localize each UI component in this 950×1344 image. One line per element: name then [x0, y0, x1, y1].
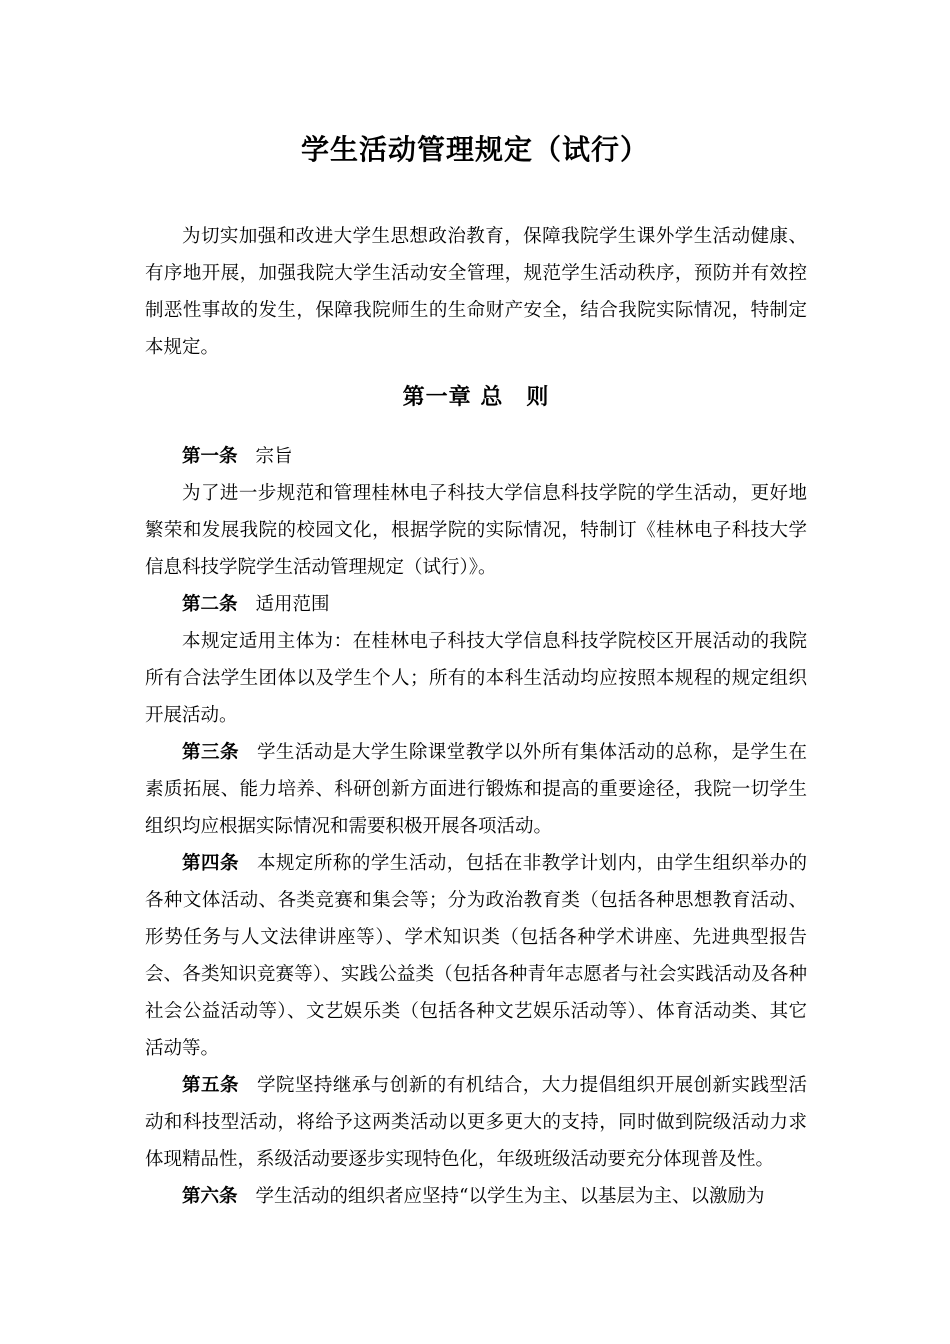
article-4-text: 本规定所称的学生活动，包括在非教学计划内，由学生组织举办的各种文体活动、各类竞赛和集会等；分为政治教育类（包括各种思想教育活动、形势任务与人文法律讲座等）、学术知识类（包括各种学术讲座、先进典型报告会、各类知识竞赛等）、实践公益类（包括各种青年志愿者与社会实践活动及各种社会公益活动等）、文艺娱乐类（包括各种文艺娱乐活动等）、体育活动类、其它活动等。 [145, 853, 807, 1059]
intro-paragraph: 为切实加强和改进大学生思想政治教育，保障我院学生课外学生活动健康、有序地开展，加强我院大学生活动安全管理，规范学生活动秩序，预防并有效控制恶性事故的发生，保障我院师生的生命财产安全，结合我院实际情况，特制定本规定。 [145, 226, 807, 358]
article-6-text: 学生活动的组织者应坚持“以学生为主、以基层为主、以激励为 [255, 1186, 765, 1207]
article-2-heading [145, 586, 807, 623]
article-3 [145, 734, 807, 845]
article-6-label: 第六条 [182, 1186, 238, 1207]
article-1-heading [145, 438, 807, 475]
article-2-body: 本规定适用主体为：在桂林电子科技大学信息科技学院校区开展活动的我院所有合法学生团体以及学生个人；所有的本科生活动均应按照本规程的规定组织开展活动。 [145, 631, 807, 726]
article-1-body: 为了进一步规范和管理桂林电子科技大学信息科技学院的学生活动，更好地繁荣和发展我院的校园文化，根据学院的实际情况，特制订《桂林电子科技大学信息科技学院学生活动管理规定（试行）》。 [145, 483, 807, 578]
article-3-label: 第三条 [182, 742, 239, 763]
article-2-label: 第二条 [182, 594, 238, 615]
article-3-text: 学生活动是大学生除课堂教学以外所有集体活动的总称，是学生在素质拓展、能力培养、科研创新方面进行锻炼和提高的重要途径，我院一切学生组织均应根据实际情况和需要积极开展各项活动。 [145, 742, 807, 837]
article-5 [145, 1067, 807, 1178]
article-4-label: 第四条 [182, 853, 239, 874]
document-title: 学生活动管理规定（试行） [300, 133, 649, 166]
article-1-label: 第一条 [182, 446, 238, 467]
article-2-heading-text: 适用范围 [255, 594, 330, 615]
article-4 [145, 845, 807, 1067]
article-5-label: 第五条 [182, 1075, 239, 1096]
article-1-heading-text: 宗旨 [255, 446, 293, 467]
article-6 [145, 1178, 807, 1215]
article-5-text: 学院坚持继承与创新的有机结合，大力提倡组织开展创新实践型活动和科技型活动，将给予这两类活动以更多更大的支持，同时做到院级活动力求体现精品性，系级活动要逐步实现特色化，年级班级活动要充分体现普及性。 [145, 1075, 807, 1170]
chapter-heading: 第一章 总 则 [402, 384, 550, 410]
document-body [145, 218, 807, 1215]
